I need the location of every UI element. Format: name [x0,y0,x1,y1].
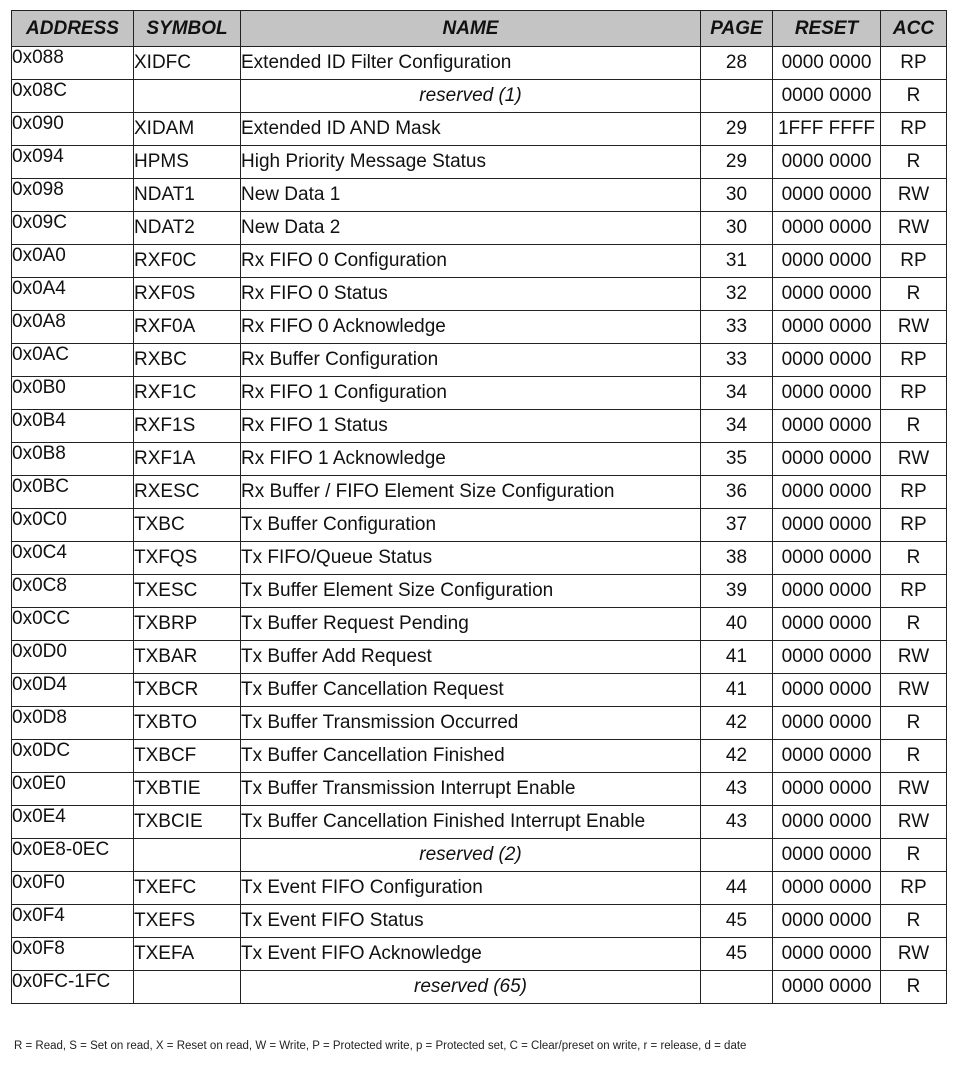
reset-cell: 0000 0000 [773,575,881,608]
access-cell: R [881,971,947,1004]
address-cell: 0x0A4 [12,278,134,311]
symbol-cell: TXBCF [134,740,241,773]
table-row [12,311,947,344]
address-cell: 0x0D0 [12,641,134,674]
page-cell [701,839,773,872]
page-cell: 39 [701,575,773,608]
name-cell: Tx Buffer Configuration [241,509,701,542]
access-cell: RW [881,674,947,707]
symbol-cell: NDAT2 [134,212,241,245]
address-cell: 0x0C8 [12,575,134,608]
symbol-cell: TXBCIE [134,806,241,839]
page-cell: 34 [701,377,773,410]
reset-cell: 0000 0000 [773,278,881,311]
page-cell: 41 [701,674,773,707]
header-name: NAME [241,11,701,47]
symbol-cell: TXEFA [134,938,241,971]
header-reset: RESET [773,11,881,47]
symbol-cell: TXEFS [134,905,241,938]
page-cell: 42 [701,707,773,740]
table-row [12,146,947,179]
access-cell: RP [881,509,947,542]
symbol-cell: TXEFC [134,872,241,905]
address-cell: 0x0D4 [12,674,134,707]
table-row [12,278,947,311]
name-cell: Tx Event FIFO Acknowledge [241,938,701,971]
table-row [12,245,947,278]
name-cell: Tx Buffer Transmission Interrupt Enable [241,773,701,806]
page-cell: 29 [701,146,773,179]
reset-cell: 0000 0000 [773,80,881,113]
symbol-cell: TXBC [134,509,241,542]
reset-cell: 0000 0000 [773,179,881,212]
address-cell: 0x0C4 [12,542,134,575]
address-cell: 0x0E8-0EC [12,839,134,872]
header-acc: ACC [881,11,947,47]
access-cell: RP [881,113,947,146]
access-cell: R [881,839,947,872]
reset-cell: 0000 0000 [773,971,881,1004]
reset-cell: 0000 0000 [773,674,881,707]
symbol-cell: TXFQS [134,542,241,575]
address-cell: 0x0CC [12,608,134,641]
name-cell: Tx Buffer Element Size Configuration [241,575,701,608]
page-cell: 35 [701,443,773,476]
access-cell: R [881,146,947,179]
table-row [12,674,947,707]
access-cell: R [881,542,947,575]
address-cell: 0x0B0 [12,377,134,410]
table-row [12,80,947,113]
reset-cell: 0000 0000 [773,476,881,509]
table-row [12,773,947,806]
symbol-cell [134,80,241,113]
header-page: PAGE [701,11,773,47]
address-cell: 0x0F0 [12,872,134,905]
access-cell: R [881,278,947,311]
header-address: ADDRESS [12,11,134,47]
page-cell: 30 [701,212,773,245]
reset-cell: 0000 0000 [773,146,881,179]
address-cell: 0x08C [12,80,134,113]
table-row [12,344,947,377]
address-cell: 0x0F4 [12,905,134,938]
name-cell: reserved (1) [241,80,701,113]
address-cell: 0x09C [12,212,134,245]
page-cell: 33 [701,311,773,344]
page-cell: 44 [701,872,773,905]
reset-cell: 0000 0000 [773,608,881,641]
address-cell: 0x090 [12,113,134,146]
access-cell: R [881,905,947,938]
table-row [12,443,947,476]
reset-cell: 0000 0000 [773,806,881,839]
address-cell: 0x0BC [12,476,134,509]
header-row [12,11,947,47]
table-row [12,575,947,608]
name-cell: New Data 1 [241,179,701,212]
page-cell: 37 [701,509,773,542]
name-cell: New Data 2 [241,212,701,245]
reset-cell: 0000 0000 [773,509,881,542]
name-cell: Tx FIFO/Queue Status [241,542,701,575]
address-cell: 0x098 [12,179,134,212]
name-cell: Rx FIFO 0 Status [241,278,701,311]
name-cell: Tx Buffer Cancellation Finished Interrupt Enable [241,806,701,839]
symbol-cell: RXESC [134,476,241,509]
table-row [12,410,947,443]
reset-cell: 0000 0000 [773,377,881,410]
address-cell: 0x0D8 [12,707,134,740]
page-cell: 45 [701,938,773,971]
page-cell: 42 [701,740,773,773]
page-cell [701,971,773,1004]
page-cell: 30 [701,179,773,212]
table-row [12,707,947,740]
access-cell: R [881,608,947,641]
symbol-cell: TXBCR [134,674,241,707]
access-cell: RP [881,47,947,80]
name-cell: Rx FIFO 1 Configuration [241,377,701,410]
reset-cell: 0000 0000 [773,641,881,674]
page-cell: 31 [701,245,773,278]
page-cell: 36 [701,476,773,509]
access-cell: RP [881,872,947,905]
symbol-cell: RXF0C [134,245,241,278]
reset-cell: 0000 0000 [773,740,881,773]
access-cell: RP [881,575,947,608]
address-cell: 0x0DC [12,740,134,773]
name-cell: High Priority Message Status [241,146,701,179]
address-cell: 0x0A0 [12,245,134,278]
access-cell: R [881,740,947,773]
name-cell: Rx FIFO 0 Configuration [241,245,701,278]
reset-cell: 0000 0000 [773,938,881,971]
symbol-cell: RXBC [134,344,241,377]
reset-cell: 0000 0000 [773,245,881,278]
table-row [12,806,947,839]
table-body [12,47,947,1004]
name-cell: Tx Buffer Request Pending [241,608,701,641]
symbol-cell [134,839,241,872]
name-cell: reserved (2) [241,839,701,872]
table-row [12,740,947,773]
access-cell: RW [881,938,947,971]
symbol-cell: XIDAM [134,113,241,146]
table-row [12,179,947,212]
reset-cell: 0000 0000 [773,443,881,476]
page-cell: 43 [701,773,773,806]
access-cell: RW [881,806,947,839]
page-cell: 34 [701,410,773,443]
name-cell: Extended ID Filter Configuration [241,47,701,80]
reset-cell: 0000 0000 [773,839,881,872]
address-cell: 0x0E0 [12,773,134,806]
table-row [12,938,947,971]
header-symbol: SYMBOL [134,11,241,47]
register-table [11,10,947,1004]
address-cell: 0x0C0 [12,509,134,542]
reset-cell: 0000 0000 [773,410,881,443]
name-cell: Tx Event FIFO Status [241,905,701,938]
symbol-cell: TXBRP [134,608,241,641]
address-cell: 0x0B8 [12,443,134,476]
symbol-cell: NDAT1 [134,179,241,212]
table-row [12,377,947,410]
page-cell: 33 [701,344,773,377]
symbol-cell: RXF0S [134,278,241,311]
name-cell: reserved (65) [241,971,701,1004]
symbol-cell: RXF1A [134,443,241,476]
table-row [12,641,947,674]
access-cell: R [881,80,947,113]
table-row [12,905,947,938]
table-row [12,47,947,80]
access-cell: RP [881,344,947,377]
table-row [12,542,947,575]
access-cell: RW [881,179,947,212]
table-row [12,476,947,509]
address-cell: 0x094 [12,146,134,179]
page-cell: 29 [701,113,773,146]
access-legend: R = Read, S = Set on read, X = Reset on read, W = Write, P = Protected write, p = Protected set, C = Clear/preset on write, r = release, d = date [14,1040,747,1052]
address-cell: 0x0B4 [12,410,134,443]
name-cell: Rx FIFO 1 Status [241,410,701,443]
page-cell: 38 [701,542,773,575]
name-cell: Tx Buffer Transmission Occurred [241,707,701,740]
name-cell: Tx Buffer Cancellation Finished [241,740,701,773]
address-cell: 0x0FC-1FC [12,971,134,1004]
address-cell: 0x0E4 [12,806,134,839]
name-cell: Rx Buffer / FIFO Element Size Configuration [241,476,701,509]
symbol-cell: RXF0A [134,311,241,344]
access-cell: RW [881,212,947,245]
symbol-cell [134,971,241,1004]
page-cell: 43 [701,806,773,839]
table-row [12,839,947,872]
access-cell: RW [881,641,947,674]
table-row [12,509,947,542]
page-cell: 45 [701,905,773,938]
table-row [12,608,947,641]
access-cell: RW [881,773,947,806]
page-cell: 32 [701,278,773,311]
name-cell: Tx Event FIFO Configuration [241,872,701,905]
reset-cell: 0000 0000 [773,872,881,905]
table-row [12,212,947,245]
reset-cell: 0000 0000 [773,311,881,344]
page-cell: 28 [701,47,773,80]
symbol-cell: XIDFC [134,47,241,80]
table-row [12,113,947,146]
address-cell: 0x088 [12,47,134,80]
symbol-cell: TXBTO [134,707,241,740]
reset-cell: 1FFF FFFF [773,113,881,146]
name-cell: Rx FIFO 0 Acknowledge [241,311,701,344]
table-row [12,872,947,905]
access-cell: RP [881,245,947,278]
symbol-cell: TXESC [134,575,241,608]
table-row [12,971,947,1004]
reset-cell: 0000 0000 [773,707,881,740]
reset-cell: 0000 0000 [773,344,881,377]
access-cell: R [881,410,947,443]
access-cell: R [881,707,947,740]
reset-cell: 0000 0000 [773,212,881,245]
page-cell: 40 [701,608,773,641]
name-cell: Rx Buffer Configuration [241,344,701,377]
symbol-cell: RXF1S [134,410,241,443]
access-cell: RP [881,377,947,410]
address-cell: 0x0F8 [12,938,134,971]
symbol-cell: RXF1C [134,377,241,410]
symbol-cell: HPMS [134,146,241,179]
name-cell: Rx FIFO 1 Acknowledge [241,443,701,476]
access-cell: RW [881,311,947,344]
address-cell: 0x0AC [12,344,134,377]
access-cell: RP [881,476,947,509]
reset-cell: 0000 0000 [773,542,881,575]
address-cell: 0x0A8 [12,311,134,344]
name-cell: Tx Buffer Add Request [241,641,701,674]
page-cell [701,80,773,113]
page-cell: 41 [701,641,773,674]
symbol-cell: TXBTIE [134,773,241,806]
name-cell: Extended ID AND Mask [241,113,701,146]
reset-cell: 0000 0000 [773,47,881,80]
symbol-cell: TXBAR [134,641,241,674]
reset-cell: 0000 0000 [773,905,881,938]
reset-cell: 0000 0000 [773,773,881,806]
name-cell: Tx Buffer Cancellation Request [241,674,701,707]
access-cell: RW [881,443,947,476]
